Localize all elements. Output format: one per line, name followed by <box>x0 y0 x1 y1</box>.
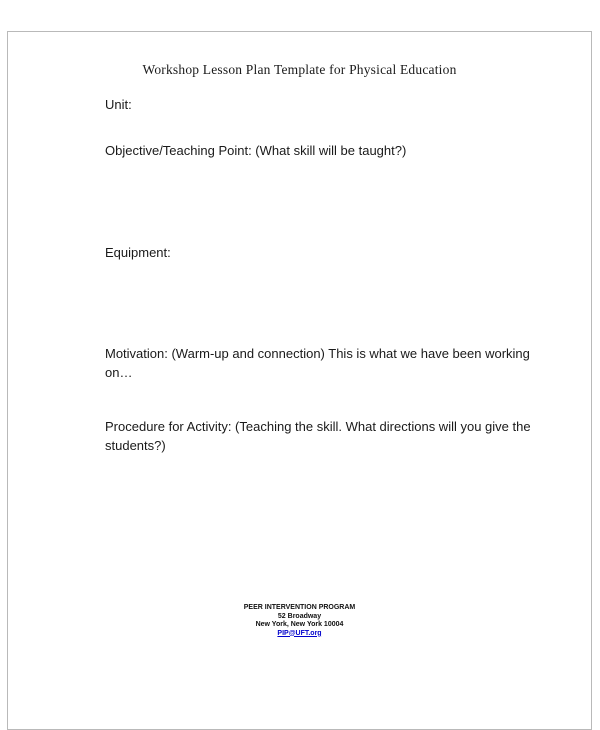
field-equipment: Equipment: <box>105 245 171 260</box>
field-procedure-for-activity: Procedure for Activity: (Teaching the skill. What directions will you give the students?) <box>105 419 531 453</box>
document-title: Workshop Lesson Plan Template for Physical Education <box>142 62 457 77</box>
field-unit: Unit: <box>105 97 132 112</box>
document-page <box>7 31 592 730</box>
footer-email-row <box>8 630 591 639</box>
footer-address-city: New York, New York 10004 <box>255 621 344 628</box>
field-objective-teaching-point: Objective/Teaching Point: (What skill will be taught?) <box>105 143 407 158</box>
document-footer <box>8 604 591 638</box>
footer-address-street: 52 Broadway <box>277 612 322 620</box>
field-motivation: Motivation: (Warm-up and connection) This is what we have been working on… <box>105 346 530 380</box>
footer-email-link[interactable]: PIP@UFT.org <box>277 629 322 637</box>
footer-org-name: PEER INTERVENTION PROGRAM <box>243 604 356 611</box>
